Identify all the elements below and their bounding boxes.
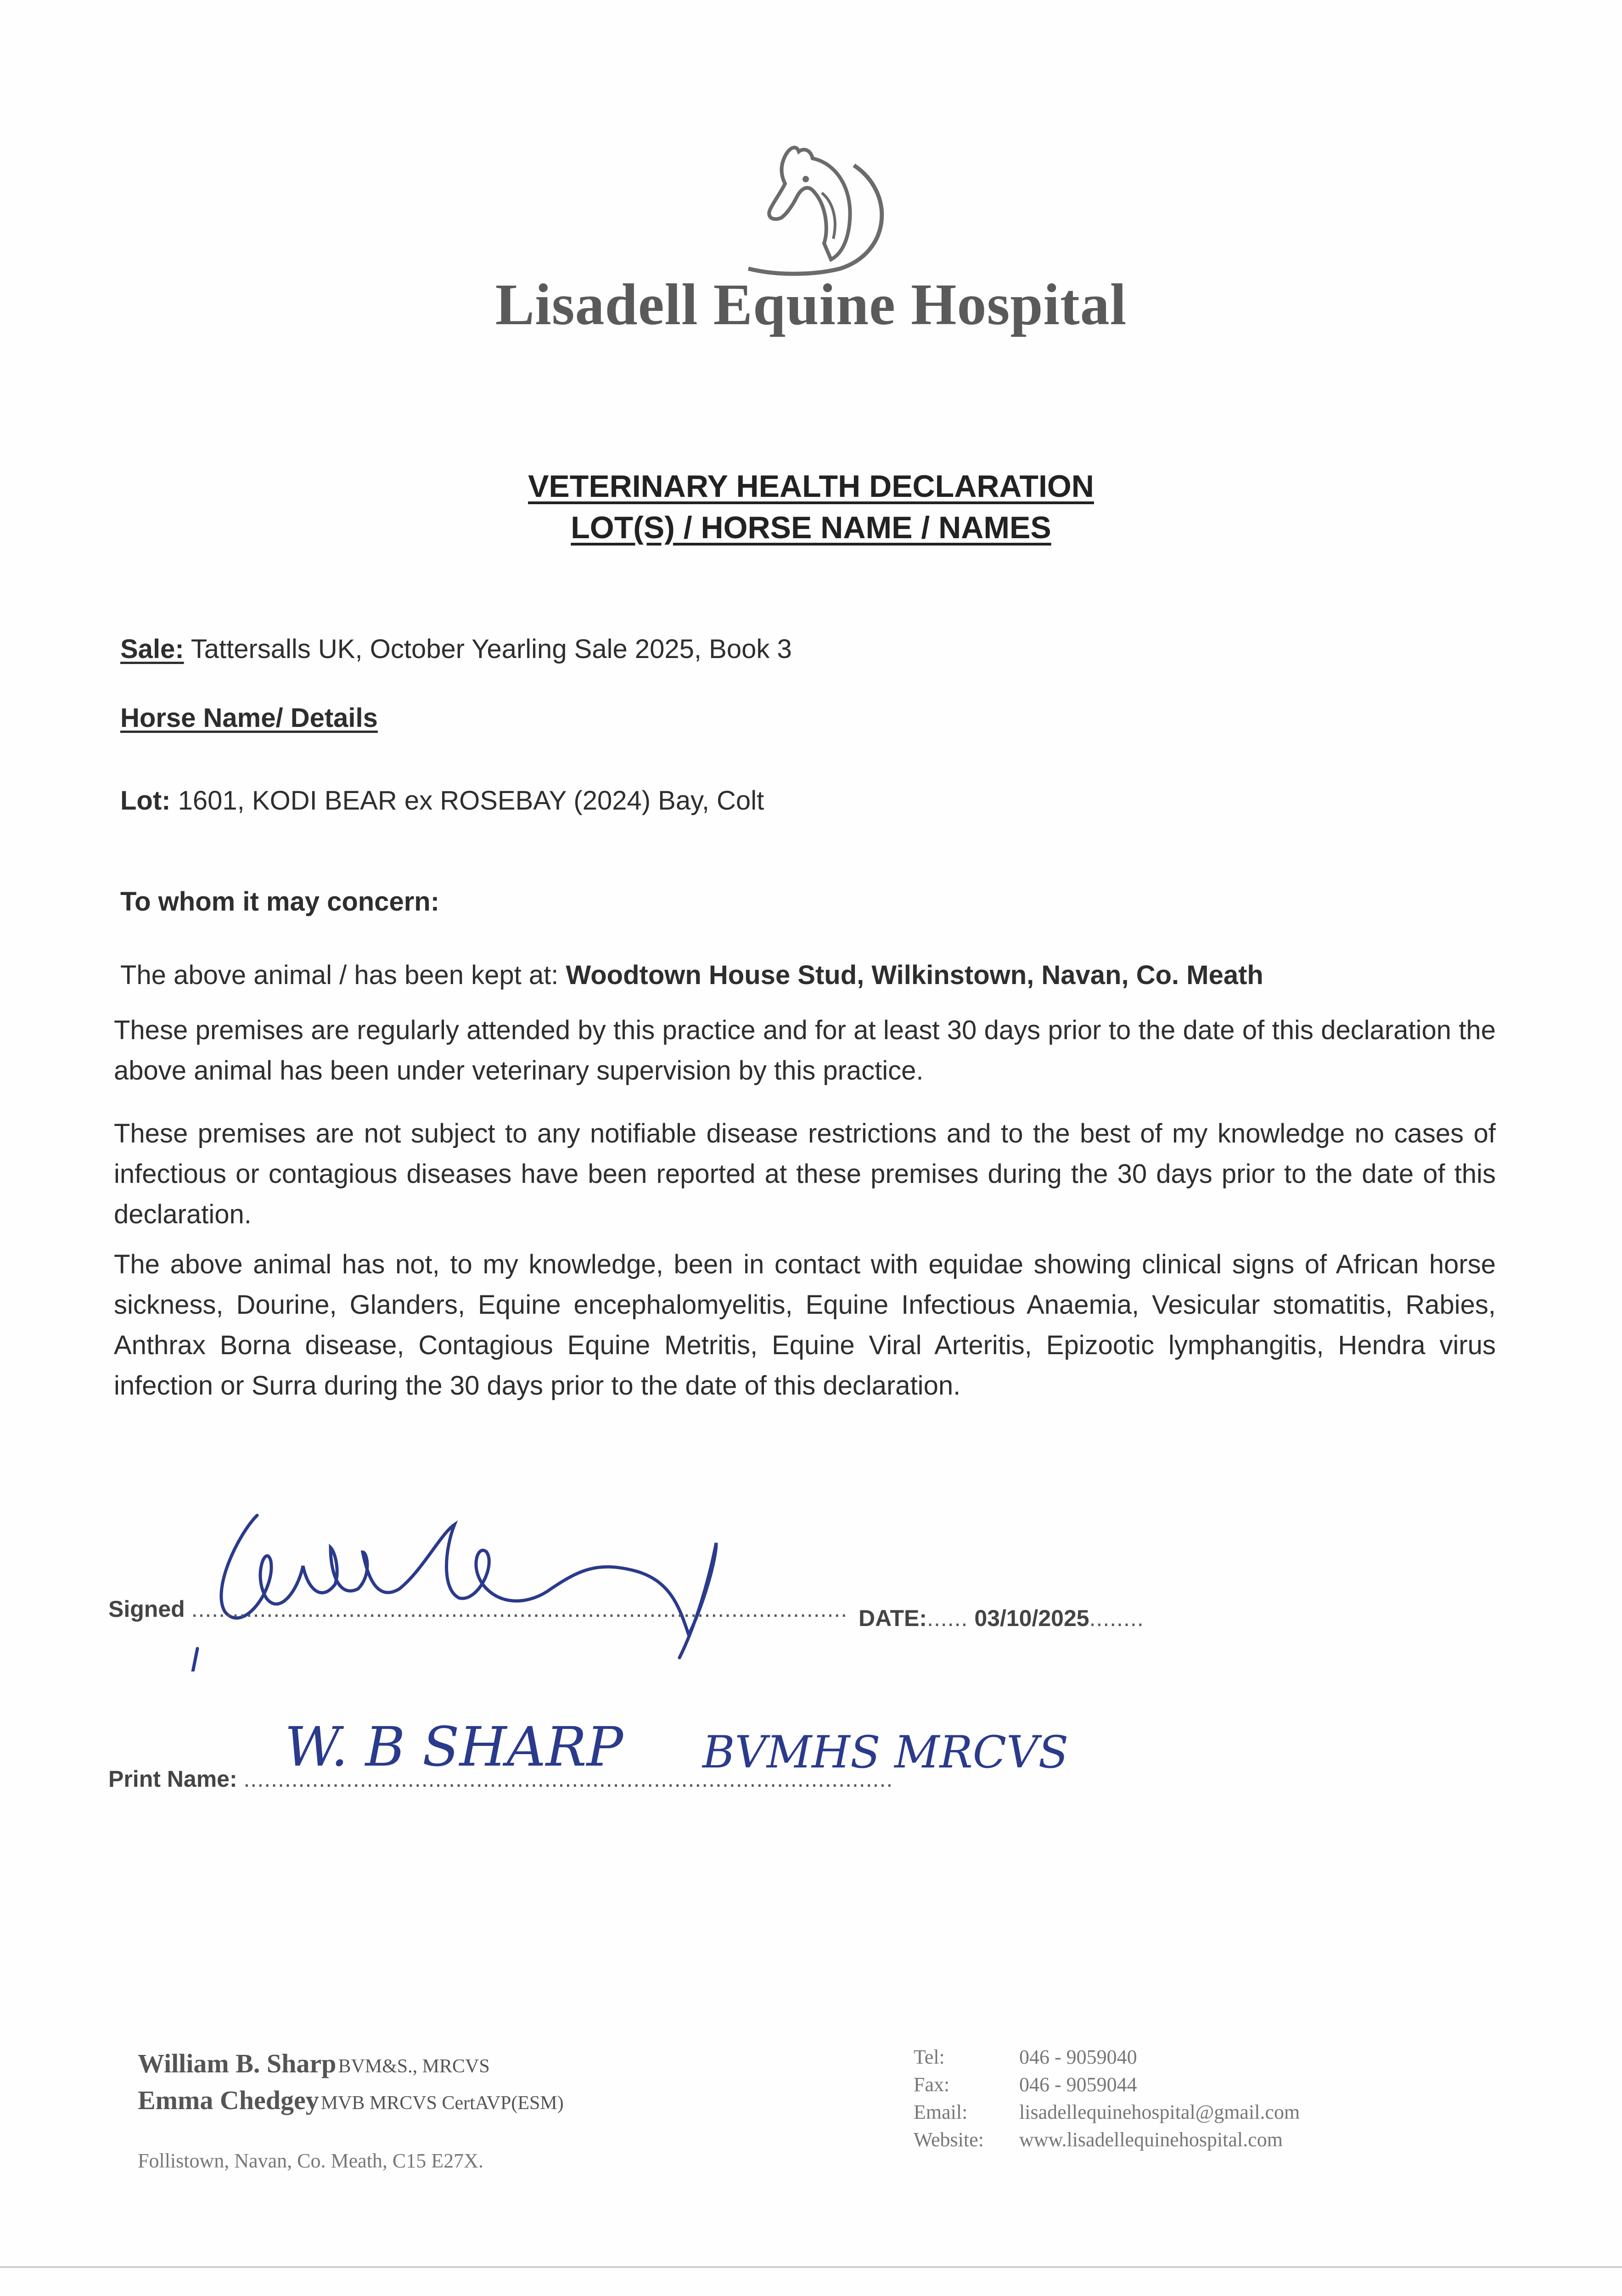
- signed-row: Signed ................................................................................................: [108, 1596, 848, 1622]
- footer-address: Follistown, Navan, Co. Meath, C15 E27X.: [138, 2150, 483, 2172]
- footer-vet-1: [138, 2048, 490, 2079]
- print-name-row: Print Name: ...............................................................................................: [108, 1766, 893, 1792]
- sale-value: Tattersalls UK, October Yearling Sale 2025, Book 3: [191, 634, 792, 664]
- paragraph-contact-declaration: The above animal has not, to my knowledge, been in contact with equidae showing clinical signs of African horse sickness, Dourine, Glanders, Equine encephalomyelitis, Equine Infectious Anaemia, Vesicular stomatitis, Rabies, Anthrax Borna disease, Contagious Equine Metritis, Equine Viral Arteritis, Epizootic lymphangitis, Hendra virus infection or Surra during the 30 days prior to the date of this declaration.: [114, 1249, 1496, 1401]
- date-value: 03/10/2025: [974, 1605, 1089, 1631]
- contact-email: Email: lisadellequinehospital@gmail.com: [914, 2101, 1300, 2123]
- lot-label: Lot:: [120, 786, 171, 816]
- document-subtitle: LOT(S) / HORSE NAME / NAMES: [571, 510, 1051, 545]
- sale-label: Sale:: [120, 634, 184, 664]
- date-label: DATE:: [859, 1605, 927, 1631]
- kept-at-location: Woodtown House Stud, Wilkinstown, Navan, Co. Meath: [566, 960, 1263, 990]
- paragraph-disease-restrictions: These premises are not subject to any notifiable disease restrictions and to the best of my knowledge no cases of infectious or contagious diseases have been reported at these premises during the 30 days prior to the date of this declaration.: [114, 1119, 1496, 1229]
- date-row: DATE:...... 03/10/2025........: [859, 1605, 1144, 1631]
- vet-name: William B. Sharp: [138, 2048, 337, 2078]
- vet-qualifications: BVM&S., MRCVS: [338, 2056, 490, 2077]
- print-name-handwritten: W. B SHARP: [285, 1715, 623, 1778]
- print-name-label: Print Name:: [108, 1766, 237, 1792]
- lot-value: 1601, KODI BEAR ex ROSEBAY (2024) Bay, Colt: [178, 786, 764, 816]
- lot-row: [120, 785, 764, 816]
- kept-at-text: The above animal / has been kept at:: [120, 960, 559, 990]
- contact-website: Website: www.lisadellequinehospital.com: [914, 2128, 1283, 2151]
- org-name: Lisadell Equine Hospital: [495, 272, 1127, 337]
- contact-fax: Fax: 046 - 9059044: [914, 2073, 1137, 2096]
- greeting: To whom it may concern:: [120, 887, 440, 917]
- paragraph-supervision: These premises are regularly attended by this practice and for at least 30 days prior to the date of this declaration the above animal has been under veterinary supervision by this practice.: [114, 1015, 1496, 1086]
- print-qualifications-handwritten: BVMHS MRCVS: [702, 1727, 1069, 1778]
- kept-at-row: [120, 960, 1263, 990]
- footer-contacts: [914, 2043, 1300, 2154]
- vet-qualifications: MVB MRCVS CertAVP(ESM): [320, 2093, 564, 2114]
- document-title: VETERINARY HEALTH DECLARATION: [528, 469, 1094, 504]
- horse-details-heading: [120, 703, 378, 733]
- sale-row: [120, 634, 792, 664]
- signed-label: Signed: [108, 1596, 185, 1622]
- horse-details-label: Horse Name/ Details: [120, 703, 378, 733]
- footer-vet-2: [138, 2085, 564, 2116]
- page-bottom-border: [0, 2266, 1622, 2268]
- vet-name: Emma Chedgey: [138, 2085, 319, 2115]
- handwritten-signature: [184, 1497, 753, 1671]
- contact-tel: Tel: 046 - 9059040: [914, 2046, 1137, 2068]
- horse-head-logo-icon: [716, 138, 909, 285]
